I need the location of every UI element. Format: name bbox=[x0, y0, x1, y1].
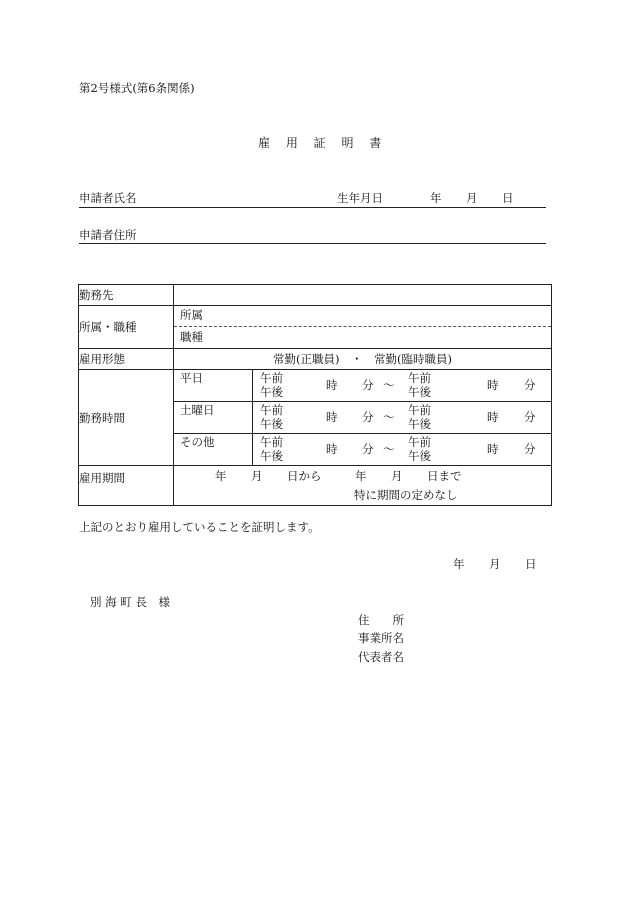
hours-day: 平日 bbox=[180, 371, 203, 385]
tilde: 〜 bbox=[383, 378, 395, 392]
dob-month: 月 bbox=[466, 191, 478, 205]
start-minute: 分 bbox=[362, 442, 374, 456]
end-hour: 時 bbox=[487, 410, 499, 424]
start-hour: 時 bbox=[326, 378, 338, 392]
applicant-address-underline bbox=[79, 243, 546, 244]
employment-type-options[interactable]: 常勤(正職員) ・ 常勤(臨時職員) bbox=[174, 349, 552, 370]
end-am: 午前 bbox=[408, 435, 431, 449]
period-to-day: 日まで bbox=[427, 469, 462, 483]
start-hour: 時 bbox=[326, 410, 338, 424]
addressee: 別 海 町 長 様 bbox=[90, 595, 170, 609]
occupation-row[interactable] bbox=[174, 326, 551, 348]
issuer-rep-label: 代表者名 bbox=[358, 650, 404, 664]
affiliation-row[interactable] bbox=[174, 306, 551, 326]
period-field[interactable] bbox=[174, 466, 552, 506]
date-day: 日 bbox=[525, 557, 537, 571]
applicant-name-label: 申請者氏名 bbox=[79, 191, 137, 205]
start-am: 午前 bbox=[260, 403, 283, 417]
start-am: 午前 bbox=[260, 435, 283, 449]
end-hour: 時 bbox=[487, 442, 499, 456]
workplace-label: 勤務先 bbox=[79, 285, 174, 306]
period-from-month: 月 bbox=[251, 469, 263, 483]
start-pm: 午後 bbox=[260, 385, 283, 399]
date-year: 年 bbox=[453, 557, 465, 571]
period-from-year: 年 bbox=[215, 469, 227, 483]
period-to-month: 月 bbox=[391, 469, 403, 483]
dob-day: 日 bbox=[502, 191, 514, 205]
end-am: 午前 bbox=[408, 403, 431, 417]
end-minute: 分 bbox=[524, 378, 536, 392]
hours-row-weekday[interactable] bbox=[174, 370, 551, 401]
dob-label: 生年月日 bbox=[337, 191, 383, 205]
end-minute: 分 bbox=[524, 442, 536, 456]
hours-row-saturday[interactable] bbox=[174, 401, 551, 433]
start-am: 午前 bbox=[260, 371, 283, 385]
hours-row-other[interactable] bbox=[174, 433, 551, 465]
hours-day: その他 bbox=[180, 435, 215, 449]
end-am: 午前 bbox=[408, 371, 431, 385]
start-minute: 分 bbox=[362, 410, 374, 424]
hours-label: 勤務時間 bbox=[79, 370, 174, 466]
start-pm: 午後 bbox=[260, 449, 283, 463]
start-pm: 午後 bbox=[260, 417, 283, 431]
affiliation-sub-label: 所属 bbox=[180, 308, 203, 322]
end-hour: 時 bbox=[487, 378, 499, 392]
tilde: 〜 bbox=[383, 442, 395, 456]
start-minute: 分 bbox=[362, 378, 374, 392]
dob-year: 年 bbox=[430, 191, 442, 205]
affiliation-field bbox=[174, 306, 552, 349]
issuer-address-label: 住 所 bbox=[358, 613, 404, 627]
affiliation-label: 所属・職種 bbox=[79, 306, 174, 349]
period-label: 雇用期間 bbox=[79, 466, 174, 506]
period-from-day: 日から bbox=[287, 469, 322, 483]
applicant-name-underline bbox=[79, 207, 546, 208]
hours-field bbox=[174, 370, 552, 466]
applicant-address-label: 申請者住所 bbox=[79, 228, 137, 242]
end-pm: 午後 bbox=[408, 385, 431, 399]
end-pm: 午後 bbox=[408, 417, 431, 431]
start-hour: 時 bbox=[326, 442, 338, 456]
end-minute: 分 bbox=[524, 410, 536, 424]
workplace-field[interactable] bbox=[174, 285, 552, 306]
date-month: 月 bbox=[489, 557, 501, 571]
period-to-year: 年 bbox=[355, 469, 367, 483]
employment-type-label: 雇用形態 bbox=[79, 349, 174, 370]
occupation-sub-label: 職種 bbox=[180, 330, 203, 344]
end-pm: 午後 bbox=[408, 449, 431, 463]
issuer-office-label: 事業所名 bbox=[358, 631, 404, 645]
certify-text: 上記のとおり雇用していることを証明します。 bbox=[79, 520, 320, 534]
employment-table bbox=[78, 284, 552, 506]
form-number: 第2号様式(第6条関係) bbox=[79, 81, 195, 95]
document-title: 雇 用 証 明 書 bbox=[258, 136, 388, 150]
hours-day: 土曜日 bbox=[180, 403, 215, 417]
period-indefinite: 特に期間の定めなし bbox=[354, 488, 458, 502]
tilde: 〜 bbox=[383, 410, 395, 424]
